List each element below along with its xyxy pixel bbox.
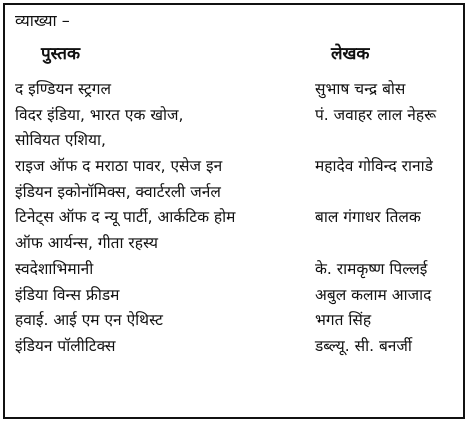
- table-row: [5, 283, 463, 309]
- table-row: [5, 205, 463, 231]
- column-header-book: पुस्तक: [41, 44, 81, 64]
- book-title: स्वदेशाभिमानी: [15, 259, 94, 278]
- table-row: [5, 128, 463, 154]
- table-row: [5, 103, 463, 129]
- author-name: के. रामकृष्ण पिल्लई: [315, 259, 428, 278]
- table-row: [5, 180, 463, 206]
- book-title: हवाई. आई एम एन ऐथिस्ट: [15, 311, 163, 330]
- book-title: सोवियत एशिया,: [15, 131, 106, 150]
- author-name: पं. जवाहर लाल नेहरू: [315, 105, 437, 124]
- column-header-author: लेखक: [331, 44, 370, 64]
- book-title: इंडिया विन्स फ्रीडम: [15, 285, 120, 304]
- book-title: द इण्डियन स्ट्रगल: [15, 80, 112, 98]
- book-title: ऑफ आर्यन्स, गीता रहस्य: [15, 234, 158, 253]
- author-name: डब्ल्यू. सी. बनर्जी: [315, 336, 412, 355]
- book-title: इंडियन इकोनॉमिक्स, क्वार्टरली जर्नल: [15, 182, 221, 201]
- author-name: भगत सिंह: [315, 311, 372, 330]
- author-name: सुभाष चन्द्र बोस: [315, 80, 406, 98]
- answer-box: [3, 3, 465, 419]
- table-row: [5, 231, 463, 257]
- table-row: [5, 154, 463, 180]
- author-name: अबुल कलाम आजाद: [315, 285, 432, 304]
- table-row: [5, 77, 463, 103]
- book-title: विदर इंडिया, भारत एक खोज,: [15, 105, 184, 124]
- author-name: बाल गंगाधर तिलक: [315, 208, 421, 227]
- explanation-heading: व्याख्या –: [15, 11, 70, 30]
- book-title: राइज ऑफ द मराठा पावर, एसेज इन: [15, 157, 223, 176]
- book-author-table: [5, 77, 463, 360]
- table-row: [5, 308, 463, 334]
- author-name: महादेव गोविन्द रानाडे: [315, 157, 433, 176]
- table-row: [5, 334, 463, 360]
- book-title: इंडियन पॉलीटिक्स: [15, 336, 116, 355]
- table-row: [5, 257, 463, 283]
- book-title: टिनेट्स ऑफ द न्यू पार्टी, आर्कटिक होम: [15, 208, 236, 227]
